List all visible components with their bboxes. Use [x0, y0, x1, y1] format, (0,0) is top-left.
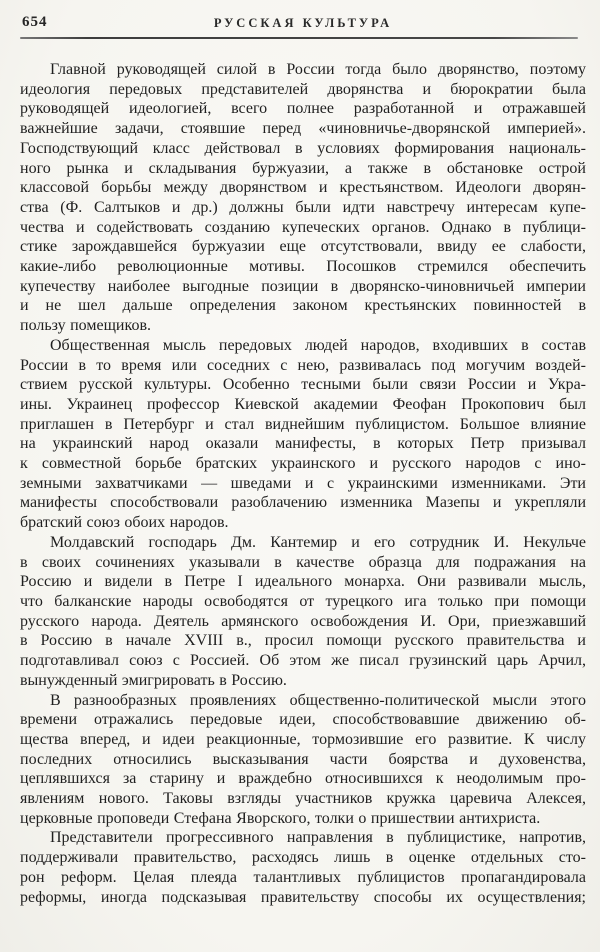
- text-line: русского народа. Деятель армянского освобождения И. Ори, приезжавший: [20, 612, 586, 630]
- text-line: России в то время или соседних с нею, развивалась под могучим воздей-: [20, 356, 586, 374]
- text-line: ины. Украинец профессор Киевской академии Феофан Прокопович был: [20, 395, 586, 413]
- text-line: в Россию в начале XVIII в., просил помощи русского правительства и: [20, 632, 586, 650]
- running-title: РУССКАЯ КУЛЬТУРА: [213, 16, 393, 30]
- text-line: времени отражались передовые идеи, способствовавшие движению об-: [20, 711, 586, 729]
- text-line: Представители прогрессивного направления в публицистике, напротив,: [50, 829, 586, 847]
- text-line: Господствующий класс действовал в условиях формирования националь-: [20, 139, 586, 157]
- text-line: реформы, иногда подсказывая правительству способы их осуществления;: [20, 888, 586, 906]
- paragraph: [20, 533, 586, 691]
- text-line: ства (Ф. Салтыков и др.) должны были идти навстречу интересам купе-: [20, 198, 586, 216]
- text-line: щества вперед, и идеи реакционные, тормозившие его развитие. К числу: [20, 730, 586, 748]
- text-line: явлениям нового. Таковы взгляды участников кружка царевича Алексея,: [20, 790, 586, 808]
- text-line: братский союз обоих народов.: [20, 514, 229, 532]
- text-line: важнейшие задачи, стоявшие перед «чиновничье-дворянской империей».: [20, 120, 586, 138]
- text-line: церковные проповеди Стефана Яворского, толки о пришествии антихриста.: [20, 809, 541, 827]
- text-line: подготавливал союз с Россией. Об этом же писал грузинский царь Арчил,: [20, 652, 586, 670]
- text-line: ного рынка и складывания буржуазии, а также в обстановке острой: [20, 159, 586, 177]
- text-line: поддерживали правительство, расходясь лишь в оценке отдельных сто-: [20, 849, 586, 867]
- text-line: вынужденный эмигрировать в Россию.: [20, 671, 287, 689]
- text-line: к совместной борьбе братских украинского и русского народов с ино-: [20, 455, 586, 473]
- page-header: [20, 14, 586, 34]
- text-line: цеплявшихся за старину и враждебно относившихся к неодолимым про-: [20, 770, 586, 788]
- header-rule: [20, 37, 578, 39]
- paragraph: [20, 691, 586, 829]
- text-line: на украинский народ оказали манифесты, в которых Петр призывал: [20, 435, 586, 453]
- text-line: купечеству наиболее выгодные позиции в дворянско-чиновничьей империи: [20, 277, 586, 295]
- text-line: стике зарождавшейся буржуазии еще отсутствовали, ввиду ее слабости,: [20, 238, 586, 256]
- text-line: классовой борьбы между дворянством и крестьянством. Идеологи дворян-: [20, 179, 586, 197]
- text-line: Молдавский господарь Дм. Кантемир и его сотрудник И. Некульче: [50, 533, 586, 551]
- text-line: Общественная мысль передовых людей народов, входивших в состав: [50, 336, 586, 354]
- text-line: пользу помещиков.: [20, 317, 151, 335]
- text-line: В разнообразных проявлениях общественно-политической мысли этого: [50, 691, 586, 709]
- body-text: [20, 60, 586, 907]
- text-line: руководящей идеологией, всего полнее разработанной и отражавшей: [20, 100, 586, 118]
- text-line: Главной руководящей силой в России тогда было дворянство, поэтому: [50, 61, 586, 78]
- paragraph: [20, 336, 586, 533]
- text-line: чества и содействовать созданию купеческих органов. Однако в публици-: [20, 218, 586, 236]
- text-line: приглашен в Петербург и стал виднейшим публицистом. Большое влияние: [20, 415, 586, 433]
- text-line: манифесты способствовали разоблачению изменника Мазепы и укрепляли: [20, 494, 586, 512]
- text-line: и не шел дальше определения законом крестьянских повинностей в: [20, 297, 586, 315]
- page-number: 654: [22, 14, 48, 30]
- paragraph: [20, 828, 586, 907]
- text-line: ствием русской культуры. Особенно тесными были связи России и Укра-: [20, 376, 586, 394]
- paragraph: [20, 60, 586, 336]
- text-line: земными захватчиками — шведами и с украинскими изменниками. Эти: [20, 474, 586, 492]
- text-line: в своих сочинениях указывали в качестве образца для подражания на: [20, 553, 586, 571]
- text-line: какие-либо революционные мотивы. Посошков стремился обеспечить: [20, 258, 586, 276]
- text-line: рон реформ. Целая плеяда талантливых публицистов пропагандировала: [20, 868, 586, 886]
- text-line: что балканские народы освободятся от турецкого ига только при помощи: [20, 592, 586, 610]
- text-line: Россию и видели в Петре I идеального монарха. Они развивали мысль,: [20, 573, 586, 591]
- text-line: идеология передовых представителей дворянства и бюрократии была: [20, 80, 586, 98]
- text-line: последних относились высказывания части боярства и духовенства,: [20, 750, 586, 768]
